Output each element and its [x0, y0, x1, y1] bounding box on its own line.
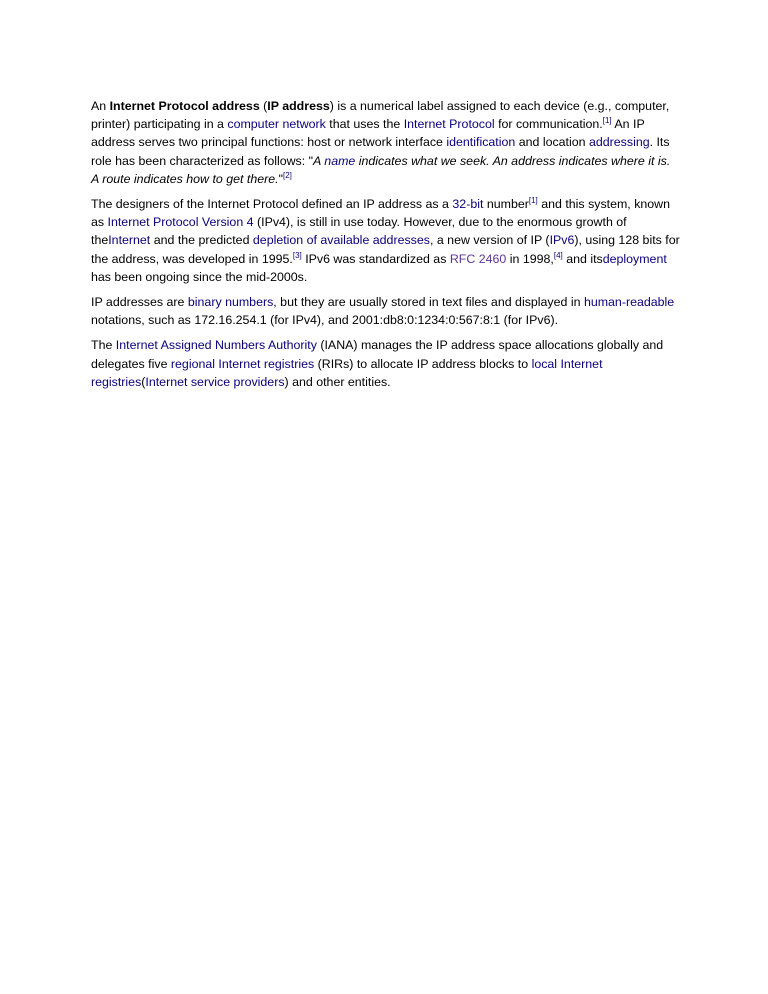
text: (	[259, 99, 268, 113]
citation-link[interactable]: [1]	[602, 116, 612, 126]
link-human-readable[interactable]: human-readable	[583, 295, 675, 310]
text: ) is a numerical label assigned to each device (e.g., computer, printer) participating in a	[91, 99, 670, 132]
text: "	[278, 171, 283, 186]
link-local-internet-registries[interactable]: local Internet registries	[91, 356, 603, 389]
text: notations, such as 172.16.254.1 (for IPv4), and 2001:db8:0:1234:0:567:8:1 (for IPv6).	[91, 313, 559, 328]
text: . Its role has been characterized as follows: "	[91, 135, 670, 168]
text: for communication.	[494, 117, 603, 132]
text: ), using 128 bits for the address, was developed in 1995.	[91, 233, 680, 266]
link-computer-network[interactable]: computer network	[227, 117, 326, 132]
link-identification[interactable]: identification	[446, 135, 516, 150]
text: IPv6 was standardized as	[301, 251, 450, 266]
citation-link[interactable]: [1]	[528, 195, 538, 205]
text: has been ongoing since the mid-2000s.	[91, 269, 308, 284]
text: indicates what we seek. An address indicates where it is. A route indicates how to get there.	[91, 153, 671, 186]
text: and location	[515, 135, 589, 150]
article-body	[91, 97, 681, 398]
link-internet[interactable]: Internet	[108, 233, 151, 248]
text: , a new version of IP (	[429, 233, 550, 248]
text: and the predicted	[150, 233, 253, 248]
citation-link[interactable]: [2]	[282, 170, 292, 180]
text: An	[91, 99, 110, 113]
link-depletion[interactable]: depletion of available addresses	[252, 233, 430, 248]
text: An IP address serves two principal functions: host or network interface	[91, 117, 645, 150]
text: , but they are usually stored in text files and displayed in	[273, 295, 584, 310]
text: The designers of the Internet Protocol defined an IP address as a	[91, 197, 453, 212]
link-ipv6[interactable]: IPv6	[549, 233, 575, 248]
bold-term: IP address	[267, 99, 330, 113]
text: and its	[562, 251, 603, 266]
text: in 1998,	[506, 251, 554, 266]
link-binary-numbers[interactable]: binary numbers	[187, 295, 274, 310]
text: that uses the	[325, 117, 404, 132]
link-addressing[interactable]: addressing	[588, 135, 650, 150]
link-name[interactable]: name	[324, 153, 356, 168]
citation-link[interactable]: [3]	[292, 250, 302, 260]
paragraph-4	[91, 336, 681, 391]
citation-link[interactable]: [4]	[553, 250, 563, 260]
paragraph-2	[91, 195, 681, 286]
text: IP addresses are	[91, 295, 188, 310]
text: The	[91, 338, 116, 353]
text: ) and other entities.	[284, 374, 391, 389]
link-iana[interactable]: Internet Assigned Numbers Authority	[115, 338, 317, 353]
text: (IANA) manages the IP address space allocations globally and delegates five	[91, 338, 664, 371]
link-regional-internet-registries[interactable]: regional Internet registries	[170, 356, 315, 371]
bold-term: Internet Protocol address	[109, 99, 260, 113]
link-deployment[interactable]: deployment	[602, 251, 667, 266]
text: (	[141, 374, 146, 389]
paragraph-3	[91, 293, 681, 329]
text: and this system, known as	[91, 197, 671, 230]
text: (IPv4), is still in use today. However, due to the enormous growth of the	[91, 215, 627, 248]
text: number	[483, 197, 529, 212]
paragraph-1	[91, 97, 681, 188]
text: (RIRs) to allocate IP address blocks to	[314, 356, 532, 371]
text: A	[313, 153, 325, 168]
link-internet-protocol[interactable]: Internet Protocol	[403, 117, 495, 132]
link-internet-service-providers[interactable]: Internet service providers	[145, 374, 285, 389]
link-ipv4[interactable]: Internet Protocol Version 4	[107, 215, 254, 230]
link-rfc-2460[interactable]: RFC 2460	[449, 251, 507, 266]
link-32-bit[interactable]: 32-bit	[452, 197, 484, 212]
